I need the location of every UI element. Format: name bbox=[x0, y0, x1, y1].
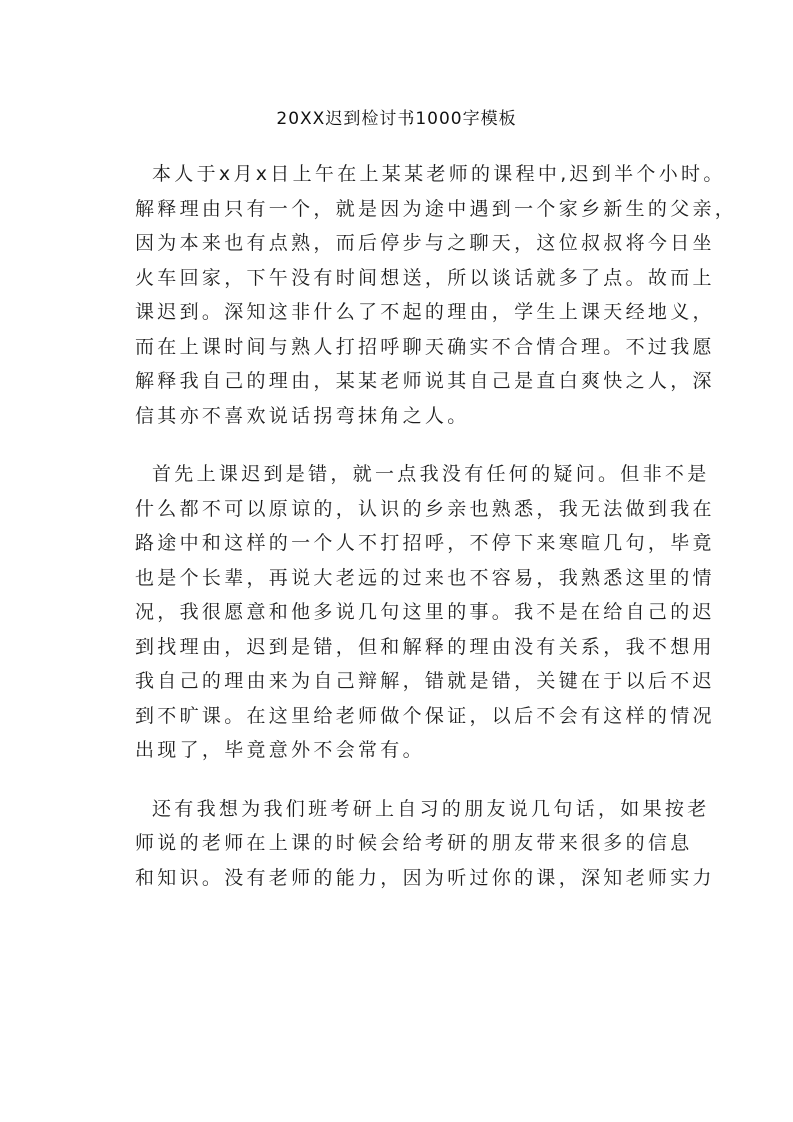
text-line: 而在上课时间与熟人打招呼聊天确实不合情合理。不过我愿 bbox=[135, 335, 715, 358]
text-line: 因为本来也有点熟，而后停步与之聊天，这位叔叔将今日坐 bbox=[135, 232, 715, 254]
text-line: 况，我很愿意和他多说几句这里的事。我不是在给自己的迟 bbox=[135, 601, 715, 623]
text-line: 出现了，毕竟意外不会常有。 bbox=[135, 739, 425, 761]
text-line: 和知识。没有老师的能力，因为听过你的课，深知老师实力 bbox=[135, 866, 715, 889]
text-line: 路途中和这样的一个人不打招呼，不停下来寒暄几句，毕竟 bbox=[135, 532, 715, 554]
text-line: 我自己的理由来为自己辩解，错就是错，关键在于以后不迟 bbox=[135, 670, 715, 692]
text-line: 也是个长辈，再说大老远的过来也不容易，我熟悉这里的情 bbox=[135, 566, 715, 589]
paragraph-1 bbox=[118, 157, 738, 433]
text-line: 火车回家，下午没有时间想送，所以谈话就多了点。故而上 bbox=[135, 266, 715, 289]
text-line: 什么都不可以原谅的，认识的乡亲也熟悉，我无法做到我在 bbox=[135, 497, 715, 520]
document-body bbox=[118, 157, 738, 895]
document-title: 20XX迟到检讨书1000字模板 bbox=[276, 109, 517, 129]
paragraph-3 bbox=[118, 792, 715, 896]
text-line: 信其亦不喜欢说话拐弯抹角之人。 bbox=[135, 404, 470, 427]
text-line: 到不旷课。在这里给老师做个保证，以后不会有这样的情况 bbox=[135, 704, 715, 727]
text-line: 到找理由，迟到是错，但和解释的理由没有关系，我不想用 bbox=[135, 635, 715, 658]
text-line: 课迟到。深知这非什么了不起的理由，学生上课天经地义， bbox=[135, 301, 715, 323]
text-line: 本人于x月x日上午在上某某老师的课程中,迟到半个小时。 bbox=[152, 163, 726, 185]
text-line: 解释我自己的理由，某某老师说其自己是直白爽快之人，深 bbox=[135, 370, 715, 392]
text-line: 解释理由只有一个，就是因为途中遇到一个家乡新生的父亲， bbox=[135, 197, 738, 220]
text-line: 首先上课迟到是错，就一点我没有任何的疑问。但非不是 bbox=[152, 463, 710, 485]
text-line: 师说的老师在上课的时候会给考研的朋友带来很多的信息 bbox=[135, 832, 693, 854]
paragraph-2 bbox=[118, 457, 715, 768]
text-line: 还有我想为我们班考研上自习的朋友说几句话，如果按老 bbox=[152, 797, 710, 820]
